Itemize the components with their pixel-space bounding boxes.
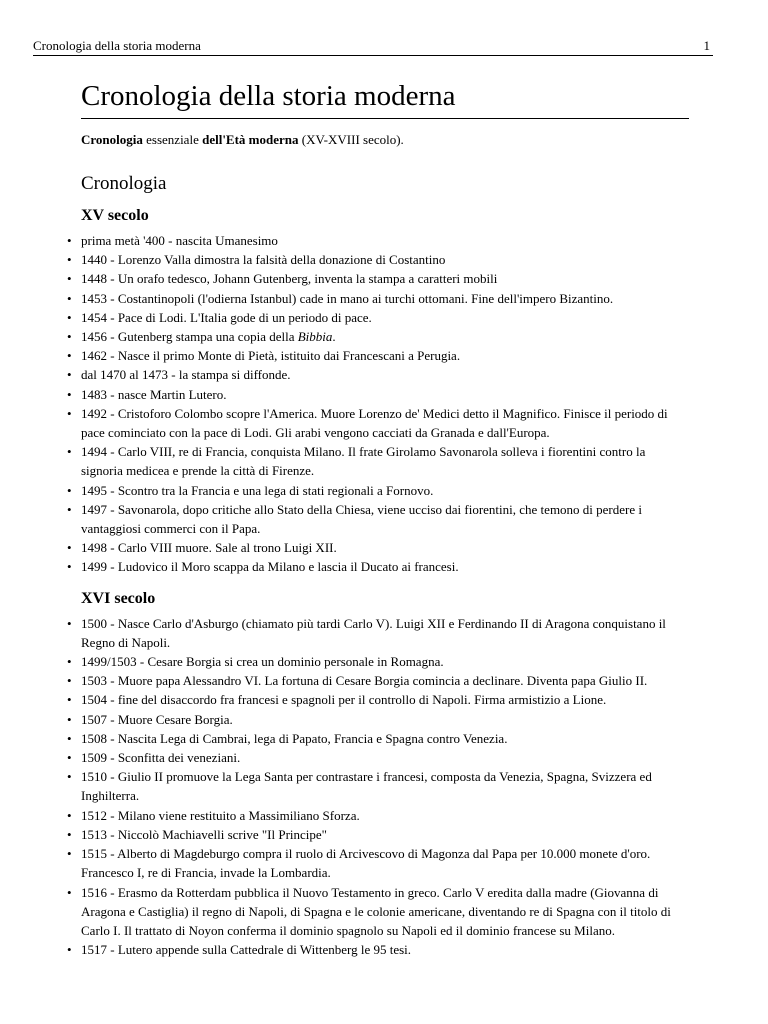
list-item xyxy=(67,940,689,959)
list-item-text: 1495 - Scontro tra la Francia e una lega di stati regionali a Fornovo. xyxy=(81,482,434,498)
list-item-text: 1509 - Sconfitta dei veneziani. xyxy=(81,750,241,766)
list-item-text: 1498 - Carlo VIII muore. Sale al trono Luigi XII. xyxy=(81,540,337,556)
list-item-text-tail: . xyxy=(332,329,336,345)
list-item-text: 1483 - nasce Martin Lutero. xyxy=(81,386,227,402)
list-item xyxy=(67,671,689,690)
list-item xyxy=(67,806,689,825)
list-item-text: 1517 - Lutero appende sulla Cattedrale di Wittenberg le 95 tesi. xyxy=(81,942,412,958)
list-item xyxy=(67,327,689,346)
bullet-icon: • xyxy=(67,252,72,268)
article-body xyxy=(67,78,689,959)
list-item xyxy=(67,481,689,500)
subsection-heading-xvi: XVI secolo xyxy=(81,589,156,607)
list-item xyxy=(67,652,689,671)
list-item-italic: Bibbia xyxy=(297,329,333,345)
list-item xyxy=(67,231,689,250)
list-item-text: 1510 - Giulio II promuove la Lega Santa per contrastare i francesi, composta da Venezia, Spagna, Svizzera ed Inghilterra. xyxy=(81,769,652,804)
list-item xyxy=(67,442,689,480)
list-item xyxy=(67,500,689,538)
list-item-text: 1512 - Milano viene restituito a Massimiliano Sforza. xyxy=(81,807,360,823)
list-item xyxy=(67,557,689,576)
bullet-icon: • xyxy=(67,730,72,746)
bullet-icon: • xyxy=(67,444,72,460)
section-heading-cronologia: Cronologia xyxy=(81,173,167,194)
list-item xyxy=(67,729,689,748)
bullet-icon: • xyxy=(67,884,72,900)
bullet-icon: • xyxy=(67,329,72,345)
bullet-icon: • xyxy=(67,769,72,785)
bullet-icon: • xyxy=(67,654,72,670)
list-item-text: 1448 - Un orafo tedesco, Johann Gutenberg, inventa la stampa a caratteri mobili xyxy=(81,271,498,287)
list-item-text: 1499 - Ludovico il Moro scappa da Milano e lascia il Ducato ai francesi. xyxy=(81,559,459,575)
list-item-text: 1515 - Alberto di Magdeburgo compra il ruolo di Arcivescovo di Magonza dal Papa per 10.000 monete d'oro. Francesco I, re di Francia, invade la Lombardia. xyxy=(81,846,651,881)
list-item-text: 1492 - Cristoforo Colombo scopre l'America. Muore Lorenzo de' Medici detto il Magnifico. Finisce il periodo di pace cominciato con la pace di Lodi. Gli arabi vengono cacciati da Granada e dall'Europa. xyxy=(81,405,668,441)
bullet-icon: • xyxy=(67,348,72,364)
intro-mid: essenziale xyxy=(142,132,203,147)
list-item-text: 1440 - Lorenzo Valla dimostra la falsità della donazione di Costantino xyxy=(81,252,446,268)
list-item xyxy=(67,710,689,729)
running-header xyxy=(33,38,713,56)
bullet-icon: • xyxy=(67,615,72,631)
list-item xyxy=(67,825,689,844)
list-item-text: 1507 - Muore Cesare Borgia. xyxy=(81,711,233,727)
bullet-icon: • xyxy=(67,309,72,325)
list-item xyxy=(67,308,689,327)
list-item-text: 1494 - Carlo VIII, re di Francia, conquista Milano. Il frate Girolamo Savonarola solleva i fiorentini contro la signoria medicea e prende la città di Firenze. xyxy=(81,444,646,479)
intro-paragraph xyxy=(81,131,689,148)
list-item-text: 1462 - Nasce il primo Monte di Pietà, istituito dai Francescani a Perugia. xyxy=(81,348,461,364)
list-item xyxy=(67,883,689,941)
list-item-text: 1503 - Muore papa Alessandro VI. La fortuna di Cesare Borgia comincia a declinare. Diventa papa Giulio II. xyxy=(81,673,648,689)
list-item xyxy=(67,250,689,269)
bullet-icon: • xyxy=(67,386,72,402)
bullet-icon: • xyxy=(67,233,72,248)
running-header-title: Cronologia della storia moderna xyxy=(33,38,201,53)
list-item-text: prima metà '400 - nascita Umanesimo xyxy=(81,233,278,248)
list-item-text: dal 1470 al 1473 - la stampa si diffonde. xyxy=(81,367,291,383)
list-item-text: 1500 - Nasce Carlo d'Asburgo (chiamato più tardi Carlo V). Luigi XII e Ferdinando II di Aragona conquistano il Regno di Napoli. xyxy=(81,615,666,650)
list-item xyxy=(67,844,689,882)
bullet-icon: • xyxy=(67,846,72,862)
timeline-list-xv xyxy=(67,231,689,577)
list-item xyxy=(67,385,689,404)
list-item xyxy=(67,404,689,442)
list-item xyxy=(67,767,689,805)
list-item-text: 1497 - Savonarola, dopo critiche allo Stato della Chiesa, viene ucciso dai fiorentini, che temono di perdere i vantaggiosi commerci con il Papa. xyxy=(81,501,642,537)
page-title: Cronologia della storia moderna xyxy=(81,78,689,119)
bullet-icon: • xyxy=(67,367,72,383)
list-item-text: 1499/1503 - Cesare Borgia si crea un dominio personale in Romagna. xyxy=(81,654,444,670)
list-item-text: 1454 - Pace di Lodi. L'Italia gode di un periodo di pace. xyxy=(81,309,372,325)
bullet-icon: • xyxy=(67,826,72,842)
list-item-text: 1516 - Erasmo da Rotterdam pubblica il Nuovo Testamento in greco. Carlo V eredita dalla madre (Giovanna di Aragona e Castiglia) il regno di Napoli, di Spagna e le colonie americane, diventando re di Spagna con il titolo di Carlo I. Il trattato di Noyon conferma il dominio spagnolo su Napoli ed il dominio francese su Milano. xyxy=(81,884,671,938)
bullet-icon: • xyxy=(67,711,72,727)
list-item xyxy=(67,289,689,308)
list-item xyxy=(67,269,689,288)
list-item-text: 1508 - Nascita Lega di Cambrai, lega di Papato, Francia e Spagna contro Venezia. xyxy=(81,730,508,746)
bullet-icon: • xyxy=(67,750,72,766)
list-item xyxy=(67,538,689,557)
bullet-icon: • xyxy=(67,482,72,498)
list-item xyxy=(67,365,689,384)
bullet-icon: • xyxy=(67,942,72,958)
subsection-heading-xv: XV secolo xyxy=(81,207,149,224)
page-number: 1 xyxy=(703,38,710,53)
bullet-icon: • xyxy=(67,405,72,421)
timeline-list-xvi xyxy=(67,614,689,960)
bullet-icon: • xyxy=(67,559,72,575)
bullet-icon: • xyxy=(67,290,72,306)
list-item xyxy=(67,614,689,652)
bullet-icon: • xyxy=(67,807,72,823)
bullet-icon: • xyxy=(67,540,72,556)
list-item xyxy=(67,748,689,767)
intro-bold-term: dell'Età moderna xyxy=(202,132,299,147)
bullet-icon: • xyxy=(67,501,72,517)
intro-tail: (XV-XVIII secolo). xyxy=(298,132,404,147)
list-item-text: 1456 - Gutenberg stampa una copia della xyxy=(81,329,298,345)
bullet-icon: • xyxy=(67,692,72,708)
list-item-text: 1453 - Costantinopoli (l'odierna Istanbul) cade in mano ai turchi ottomani. Fine dell'impero Bizantino. xyxy=(81,290,614,306)
intro-term: Cronologia xyxy=(81,132,143,147)
list-item-text: 1513 - Niccolò Machiavelli scrive "Il Principe" xyxy=(81,826,327,842)
list-item xyxy=(67,690,689,709)
bullet-icon: • xyxy=(67,673,72,689)
list-item xyxy=(67,346,689,365)
bullet-icon: • xyxy=(67,271,72,287)
list-item-text: 1504 - fine del disaccordo fra francesi e spagnoli per il controllo di Napoli. Firma armistizio a Lione. xyxy=(81,692,607,708)
